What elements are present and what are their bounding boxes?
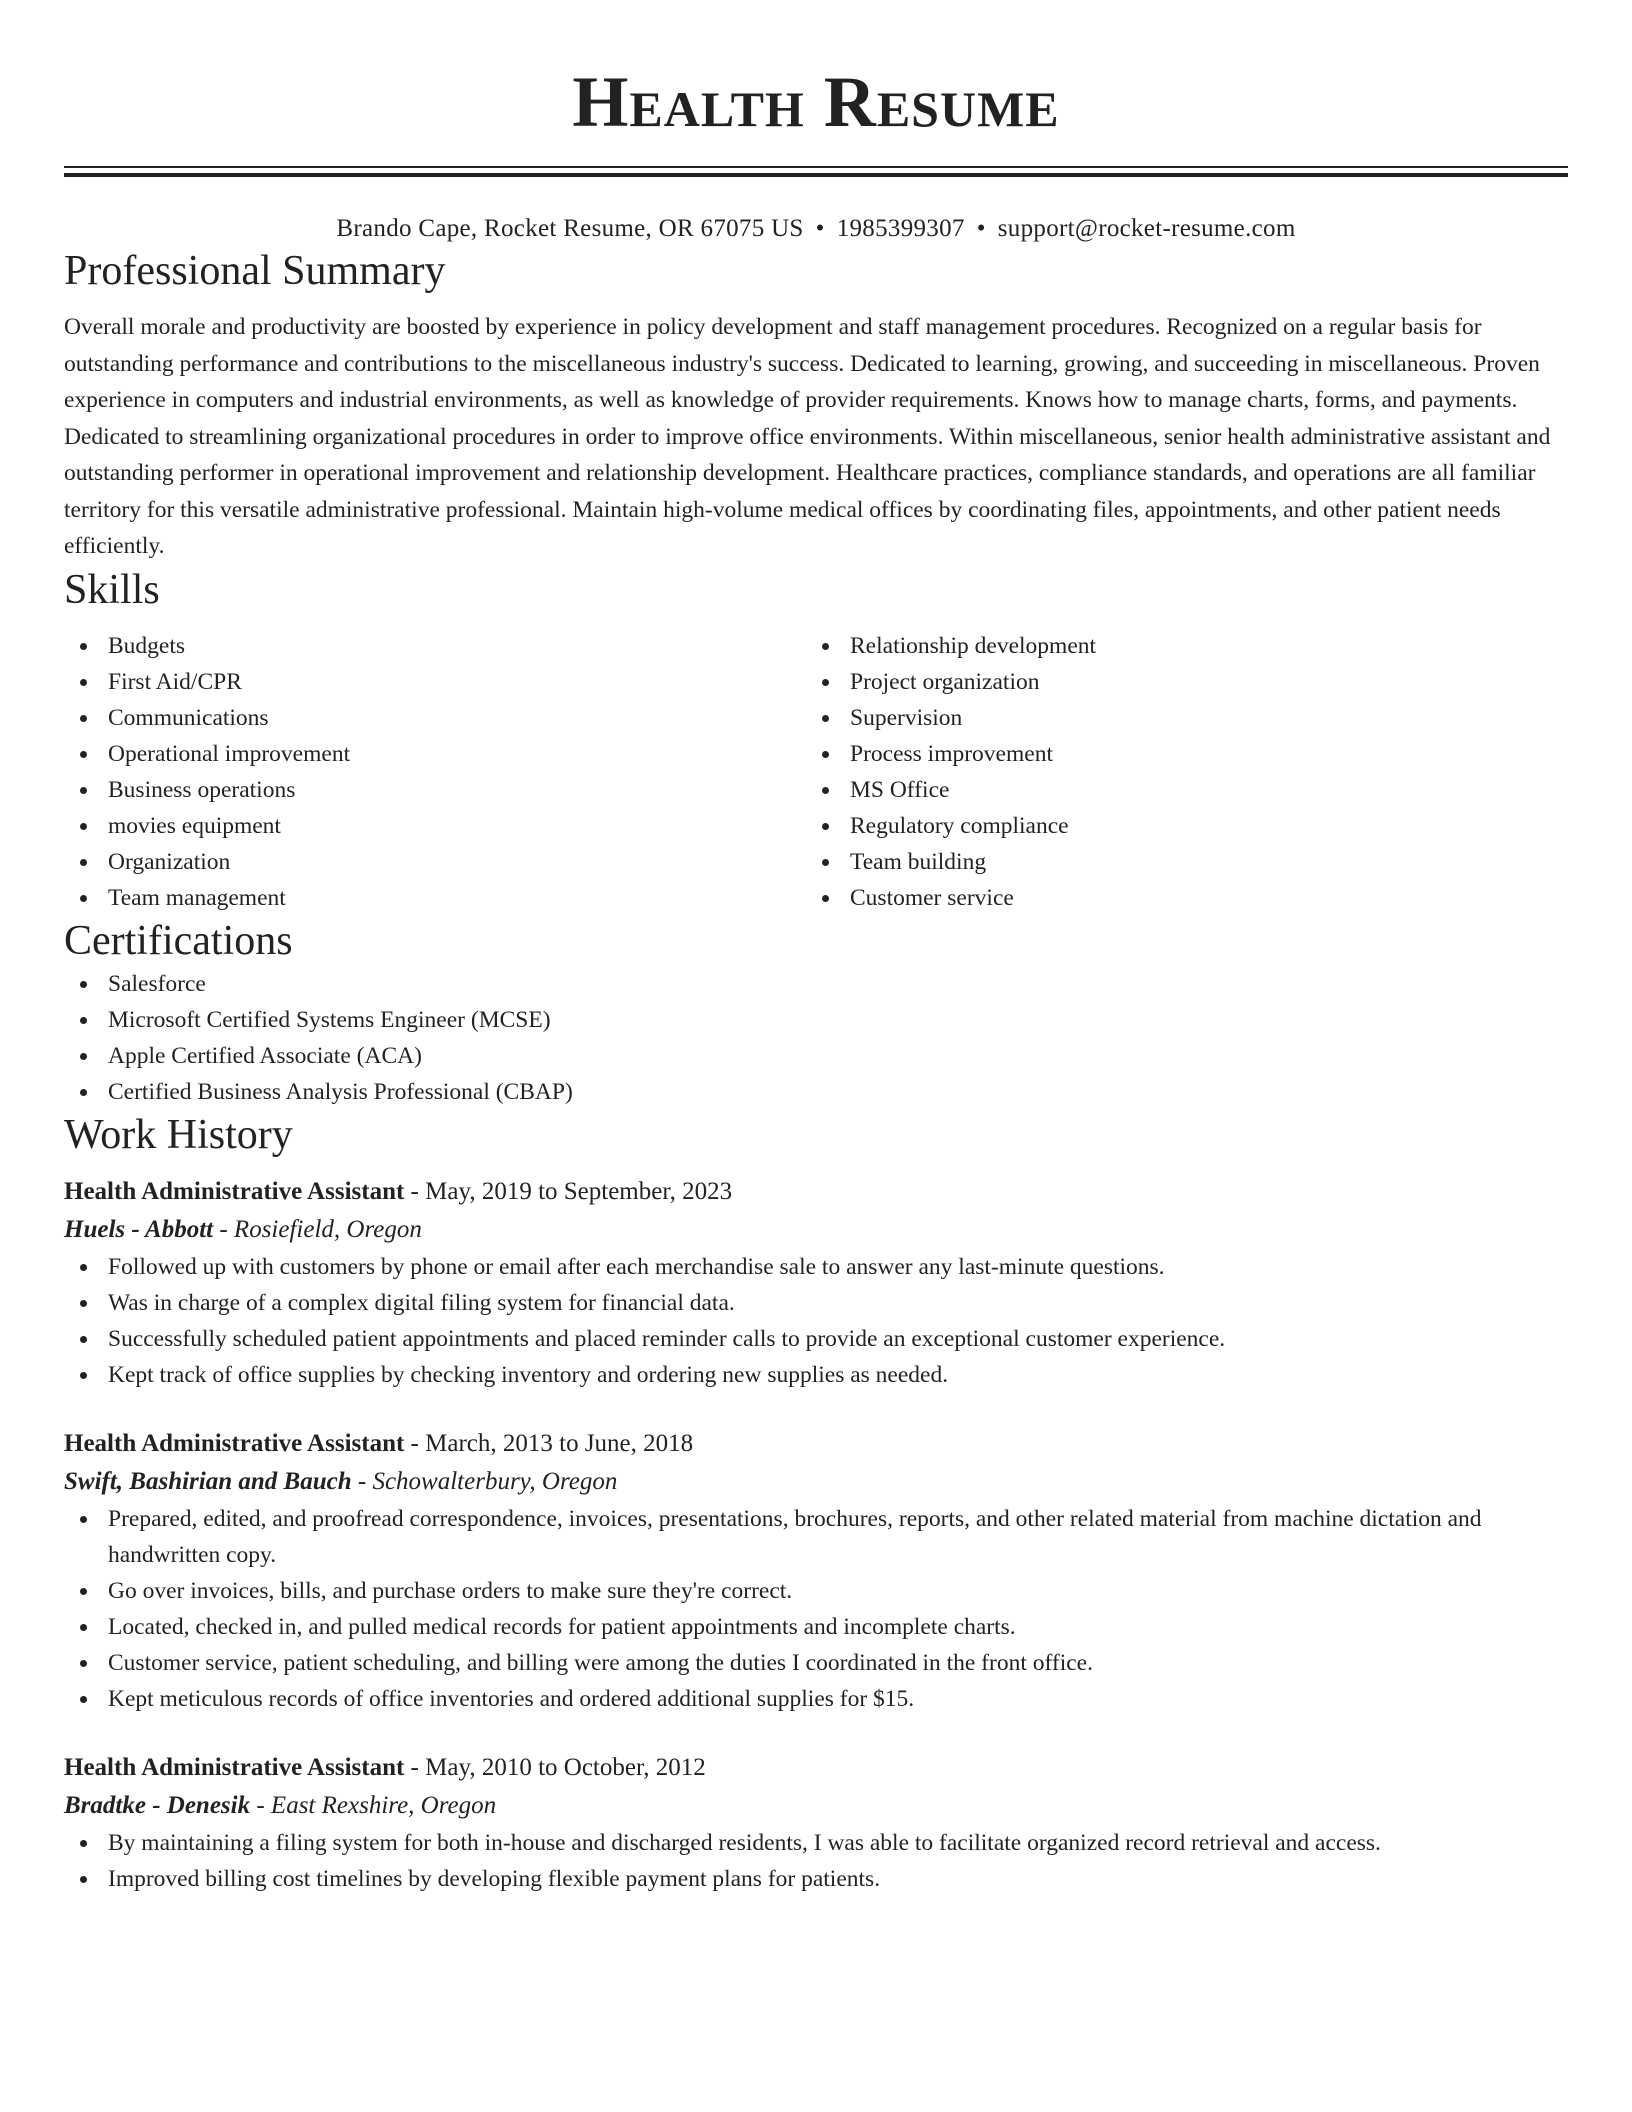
resume-page bbox=[64, 0, 1568, 1897]
skill-item: Organization bbox=[64, 844, 806, 880]
duty-item: By maintaining a filing system for both in-house and discharged residents, I was able to facilitate organized record retrieval and access. bbox=[64, 1825, 1568, 1861]
job-company: Huels - Abbott bbox=[64, 1215, 214, 1243]
skill-item: Project organization bbox=[806, 664, 1548, 700]
skills-list-right bbox=[806, 628, 1548, 916]
job-duties-list bbox=[64, 1501, 1568, 1717]
job-duties-list bbox=[64, 1249, 1568, 1393]
skills-list-left bbox=[64, 628, 806, 916]
skills-columns bbox=[64, 628, 1568, 916]
summary-heading: Professional Summary bbox=[64, 248, 446, 294]
certification-item: Apple Certified Associate (ACA) bbox=[64, 1038, 1568, 1074]
skill-item: Operational improvement bbox=[64, 736, 806, 772]
job-header bbox=[64, 1173, 1568, 1211]
job-dates: - May, 2019 to September, 2023 bbox=[404, 1177, 733, 1205]
work-history-heading: Work History bbox=[64, 1111, 293, 1158]
job-employer bbox=[64, 1463, 1568, 1501]
skill-item: Customer service bbox=[806, 880, 1548, 916]
resume-title: Health Resume bbox=[572, 62, 1060, 142]
skill-item: Process improvement bbox=[806, 736, 1548, 772]
duty-item: Improved billing cost timelines by developing flexible payment plans for patients. bbox=[64, 1861, 1568, 1897]
skill-item: Relationship development bbox=[806, 628, 1548, 664]
skill-item: First Aid/CPR bbox=[64, 664, 806, 700]
job-header bbox=[64, 1425, 1568, 1463]
skill-item: Team management bbox=[64, 880, 806, 916]
duty-item: Successfully scheduled patient appointments and placed reminder calls to provide an exceptional customer experience. bbox=[64, 1321, 1568, 1357]
job-header bbox=[64, 1749, 1568, 1787]
job-title: Health Administrative Assistant bbox=[64, 1753, 405, 1781]
certification-item: Microsoft Certified Systems Engineer (MCSE) bbox=[64, 1002, 1568, 1038]
contact-phone: 1985399307 bbox=[836, 215, 965, 242]
certification-item: Salesforce bbox=[64, 966, 1568, 1002]
job-entry bbox=[64, 1425, 1568, 1717]
duty-item: Customer service, patient scheduling, and billing were among the duties I coordinated in the front office. bbox=[64, 1645, 1568, 1681]
bullet-separator: • bbox=[815, 215, 825, 242]
job-dates: - May, 2010 to October, 2012 bbox=[404, 1753, 706, 1781]
duty-item: Kept track of office supplies by checking inventory and ordering new supplies as needed. bbox=[64, 1357, 1568, 1393]
duty-item: Go over invoices, bills, and purchase orders to make sure they're correct. bbox=[64, 1573, 1568, 1609]
duty-item: Was in charge of a complex digital filing system for financial data. bbox=[64, 1285, 1568, 1321]
duty-item: Followed up with customers by phone or email after each merchandise sale to answer any last-minute questions. bbox=[64, 1249, 1568, 1285]
certifications-heading: Certifications bbox=[64, 917, 293, 964]
job-title: Health Administrative Assistant bbox=[64, 1429, 405, 1457]
skill-item: Team building bbox=[806, 844, 1548, 880]
job-employer bbox=[64, 1211, 1568, 1249]
skill-item: Communications bbox=[64, 700, 806, 736]
job-title: Health Administrative Assistant bbox=[64, 1177, 405, 1205]
job-entry bbox=[64, 1749, 1568, 1897]
skills-heading: Skills bbox=[64, 566, 160, 613]
skill-item: movies equipment bbox=[64, 808, 806, 844]
certifications-list bbox=[64, 966, 1568, 1110]
skill-item: Supervision bbox=[806, 700, 1548, 736]
job-entry bbox=[64, 1173, 1568, 1393]
skill-item: Regulatory compliance bbox=[806, 808, 1548, 844]
contact-address: Brando Cape, Rocket Resume, OR 67075 US bbox=[336, 215, 804, 242]
title-double-rule bbox=[64, 166, 1568, 177]
job-location: - Rosiefield, Oregon bbox=[213, 1215, 422, 1243]
bullet-separator: • bbox=[976, 215, 986, 242]
summary-text: Overall morale and productivity are boosted by experience in policy development and staff management procedures. Recognized on a regular basis for outstanding performance and contributions to the miscellaneous industry's success. Dedicated to learning, growing, and succeeding in miscellaneous. Proven experience in computers and industrial environments, as well as knowledge of provider requirements. Knows how to manage charts, forms, and payments. Dedicated to streamlining organizational procedures in order to improve office environments. Within miscellaneous, senior health administrative assistant and outstanding performer in operational improvement and relationship development. Healthcare practices, compliance standards, and operations are all familiar territory for this versatile administrative professional. Maintain high-volume medical offices by coordinating files, appointments, and other patient needs efficiently. bbox=[64, 314, 1551, 559]
job-company: Bradtke - Denesik bbox=[64, 1791, 251, 1819]
skill-item: Business operations bbox=[64, 772, 806, 808]
contact-line bbox=[64, 212, 1568, 246]
certification-item: Certified Business Analysis Professional (CBAP) bbox=[64, 1074, 1568, 1110]
job-company: Swift, Bashirian and Bauch bbox=[64, 1467, 352, 1495]
skill-item: MS Office bbox=[806, 772, 1548, 808]
skill-item: Budgets bbox=[64, 628, 806, 664]
job-location: - East Rexshire, Oregon bbox=[250, 1791, 497, 1819]
job-dates: - March, 2013 to June, 2018 bbox=[404, 1429, 694, 1457]
duty-item: Located, checked in, and pulled medical records for patient appointments and incomplete charts. bbox=[64, 1609, 1568, 1645]
job-duties-list bbox=[64, 1825, 1568, 1897]
contact-email: support@rocket-resume.com bbox=[997, 215, 1296, 242]
duty-item: Prepared, edited, and proofread correspondence, invoices, presentations, brochures, reports, and other related material from machine dictation and handwritten copy. bbox=[64, 1501, 1568, 1573]
job-employer bbox=[64, 1787, 1568, 1825]
duty-item: Kept meticulous records of office inventories and ordered additional supplies for $15. bbox=[64, 1681, 1568, 1717]
job-location: - Schowalterbury, Oregon bbox=[351, 1467, 618, 1495]
